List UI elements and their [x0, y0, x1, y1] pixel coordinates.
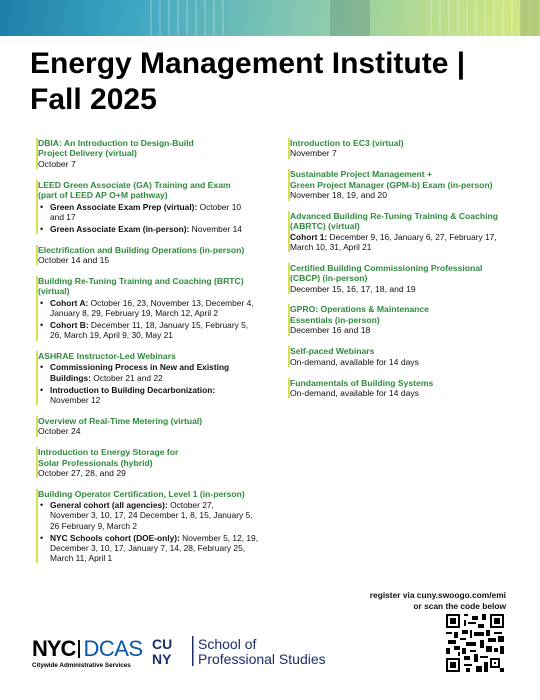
course-session-item	[50, 202, 274, 222]
registration-note	[370, 590, 506, 612]
course-entry	[288, 378, 514, 399]
page-title: Energy Management Institute | Fall 2025	[30, 47, 466, 116]
session-dates: October 16, 23, November 13, December 4, January 8, 29, February 19, March 12, April 2	[50, 297, 254, 318]
course-title: Self-paced Webinars	[290, 346, 375, 357]
course-entry	[288, 138, 514, 159]
cohort-label: Cohort 1:	[290, 231, 328, 242]
course-dates: October 27, 28, and 29	[38, 467, 126, 478]
course-session-list	[38, 500, 274, 563]
registration-scan-text: or scan the code below	[413, 601, 506, 611]
course-dates: On-demand, available for 14 days	[290, 387, 419, 398]
course-title: Certified Building Commissioning Professional (CBCP) (in-person)	[290, 262, 483, 284]
course-session-item	[50, 500, 274, 531]
course-entry	[288, 169, 514, 200]
nyc-dcas-logo	[32, 638, 143, 670]
course-session-item	[50, 224, 274, 234]
course-title: Advanced Building Re-Tuning Training & Coaching (ABRTC) (virtual)	[290, 211, 498, 232]
course-entry	[36, 351, 274, 405]
course-dates: December 9, 16, January 6, 27, February 17, March 10, 31, April 21	[290, 231, 497, 253]
course-session-item	[50, 385, 274, 405]
svg-text:NY: NY	[152, 651, 172, 666]
course-entry	[36, 416, 274, 437]
dcas-subtitle: Citywide Administrative Services	[32, 662, 131, 669]
course-session-item	[50, 320, 274, 340]
course-title: ASHRAE Instructor-Led Webinars	[38, 351, 176, 362]
course-dates: October 14 and 15	[38, 255, 110, 266]
course-entry	[288, 304, 514, 335]
course-session-list	[38, 362, 274, 405]
course-title: GPRO: Operations & Maintenance Essentials (in-person)	[290, 304, 429, 325]
course-dates: December 15, 16, 17, 18, and 19	[290, 283, 416, 294]
cuny-school-name: School of Professional Studies	[198, 636, 326, 667]
course-dates: On-demand, available for 14 days	[290, 356, 419, 367]
course-title: Introduction to EC3 (virtual)	[290, 138, 404, 148]
session-label: Commissioning Process in New and Existing Buildings:	[50, 362, 230, 383]
course-session-item	[50, 533, 274, 564]
course-entry	[36, 447, 274, 478]
course-entry	[36, 138, 274, 169]
svg-text:CU: CU	[152, 636, 173, 652]
course-session-list	[38, 298, 274, 341]
course-title: Building Re-Tuning Training and Coaching (BRTC) (virtual)	[38, 275, 244, 297]
course-entry	[288, 263, 514, 294]
course-session-list	[38, 202, 274, 235]
course-entry	[288, 211, 514, 252]
course-dates: December 16 and 18	[290, 325, 371, 336]
course-title: LEED Green Associate (GA) Training and Exam (part of LEED AP O+M pathway)	[38, 179, 231, 201]
qr-code-icon[interactable]	[446, 614, 504, 672]
header-banner-photo	[0, 0, 540, 36]
course-entry	[36, 180, 274, 234]
session-label: NYC Schools cohort (DOE-only):	[50, 532, 180, 543]
session-label: Green Associate Exam Prep (virtual):	[50, 201, 198, 212]
course-title: Fundamentals of Building Systems	[290, 377, 434, 388]
session-label: Green Associate Exam (in-person):	[50, 223, 190, 234]
dcas-logo-text: DCAS	[83, 636, 143, 661]
session-label: Cohort B:	[50, 320, 89, 331]
course-session-item	[50, 298, 274, 318]
left-course-column	[36, 138, 274, 574]
course-title: Introduction to Energy Storage for Solar Professionals (hybrid)	[38, 447, 179, 468]
course-entry	[36, 276, 274, 341]
course-title: Building Operator Certification, Level 1 (in-person)	[38, 488, 245, 499]
session-dates: November 12	[50, 395, 101, 406]
session-dates: November 5, 12, 19, December 3, 10, 17, January 7, 14, 28, February 25, March 11, April 1	[50, 532, 259, 564]
session-dates: December 11, 18, January 15, February 5, 26, March 19, April 9, 30, May 21	[50, 320, 249, 341]
course-dates: October 24	[38, 426, 81, 437]
session-label: Introduction to Building Decarbonization:	[50, 384, 216, 395]
session-dates: October 10 and 17	[50, 201, 242, 222]
course-entry	[36, 489, 274, 564]
session-dates: October 21 and 22	[90, 372, 163, 383]
course-title: Electrification and Building Operations (in-person)	[38, 244, 245, 255]
session-label: General cohort (all agencies):	[50, 500, 168, 511]
session-dates: November 14	[189, 223, 242, 234]
session-dates: October 27, November 3, 10, 17, 24 December 1, 8, 15, January 5, 26 February 9, March 2	[50, 500, 253, 531]
course-dates: November 7	[290, 148, 337, 159]
registration-url[interactable]: register via cuny.swoogo.com/emi	[369, 590, 506, 600]
right-course-column	[288, 138, 514, 409]
course-title: Overview of Real-Time Metering (virtual)	[38, 415, 203, 426]
course-title: DBIA: An Introduction to Design-Build Project Delivery (virtual)	[38, 138, 194, 159]
nyc-logo-text: NYC	[32, 636, 76, 661]
course-dates: November 18, 19, and 20	[290, 190, 387, 201]
course-dates: October 7	[38, 158, 76, 169]
course-entry	[288, 346, 514, 367]
course-title: Sustainable Project Management + Green Project Manager (GPM-b) Exam (in-person)	[290, 169, 493, 190]
course-entry	[36, 245, 274, 266]
course-session-item	[50, 362, 274, 382]
session-label: Cohort A:	[50, 297, 89, 308]
cuny-logo-icon	[152, 636, 194, 666]
